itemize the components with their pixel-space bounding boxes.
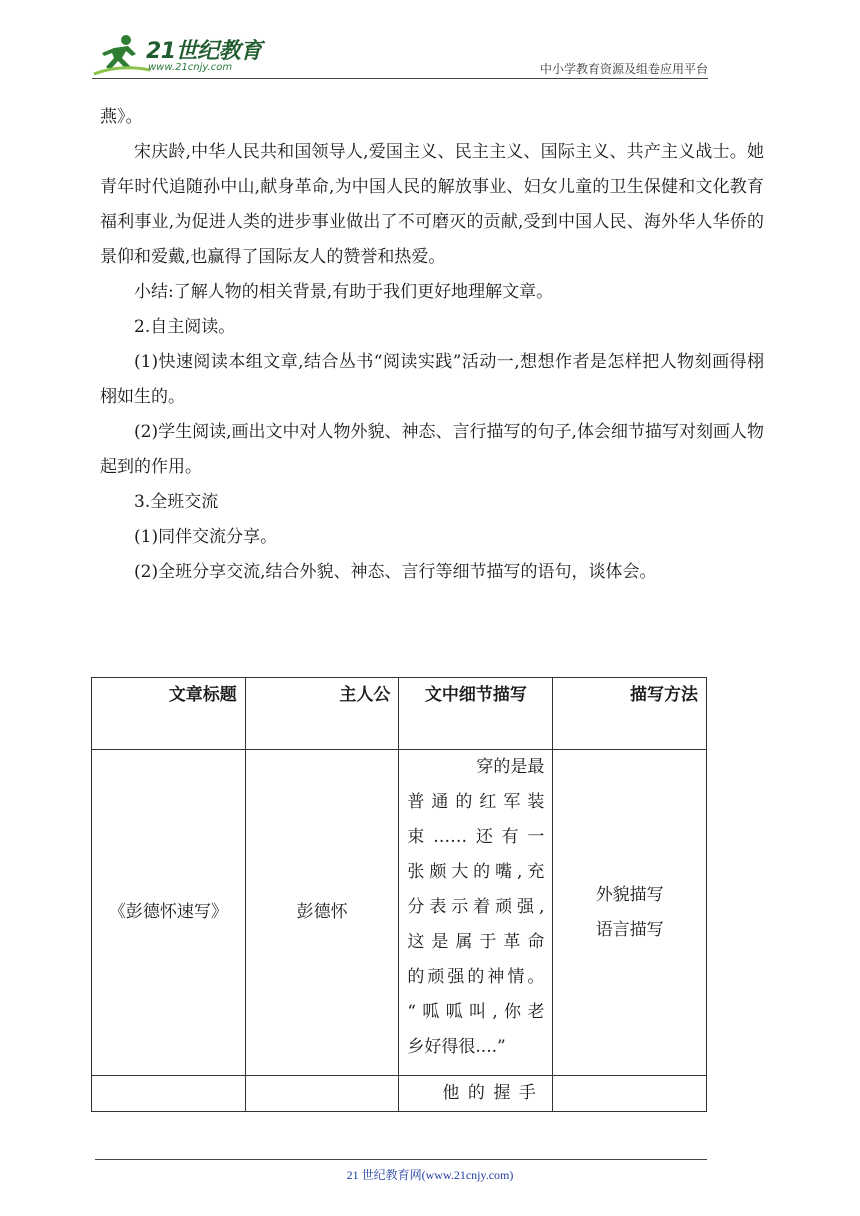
detail-cell <box>399 750 553 1076</box>
table-header-cell: 主人公 <box>245 678 399 750</box>
paragraph: 2.自主阅读。 <box>134 317 236 337</box>
paragraph: (1)快速阅读本组文章,结合丛书“阅读实践”活动一,想想作者是怎样把人物刻画得栩栩如生的。 <box>100 352 764 407</box>
footer-divider <box>95 1159 707 1160</box>
table-header-cell: 描写方法 <box>553 678 707 750</box>
detail-line: 这是属于革命 <box>407 932 545 952</box>
paragraph: 燕》。 <box>100 107 143 127</box>
article-title-cell: 《彭德怀速写》 <box>92 750 246 1076</box>
method-cell <box>553 1076 707 1112</box>
detail-line: 他的握手 <box>442 1083 545 1103</box>
detail-line: 分表示着顽强, <box>407 897 545 917</box>
header-divider <box>92 78 708 79</box>
protagonist-cell <box>245 1076 399 1112</box>
platform-title: 中小学教育资源及组卷应用平台 <box>539 62 708 76</box>
detail-cell <box>399 1076 553 1112</box>
detail-line: 张颇大的嘴,充 <box>407 862 545 882</box>
table-row <box>92 750 707 1076</box>
detail-line: 乡好得很....” <box>407 1037 506 1057</box>
logo <box>92 34 272 78</box>
runner-logo-icon <box>92 34 152 78</box>
detail-line: 束……还有一 <box>407 827 545 847</box>
detail-line: 穿的是最 <box>476 757 545 777</box>
table-header-cell: 文中细节描写 <box>399 678 553 750</box>
paragraph: 3.全班交流 <box>134 492 219 512</box>
page-header <box>92 30 708 80</box>
table-header-cell: 文章标题 <box>92 678 246 750</box>
table-row <box>92 1076 707 1112</box>
method-line: 语言描写 <box>595 919 664 940</box>
detail-table <box>91 677 707 1112</box>
paragraph: 宋庆龄,中华人民共和国领导人,爱国主义、民主主义、国际主义、共产主义战士。她青年时代追随孙中山,献身革命,为中国人民的解放事业、妇女儿童的卫生保健和文化教育福利事业,为促进人类的进步事业做出了不可磨灭的贡献,受到中国人民、海外华人华侨的景仰和爱戴,也赢得了国际友人的赞誉和热爱。 <box>100 142 764 267</box>
detail-line: 的顽强的神情。 <box>407 967 545 987</box>
logo-name: 21世纪教育 <box>146 39 262 64</box>
detail-line: “呱呱叫,你老 <box>407 1002 545 1022</box>
footer-text: 21 世纪教育网(www.21cnjy.com) <box>346 1168 514 1182</box>
paragraph: (1)同伴交流分享。 <box>134 527 278 547</box>
article-title-cell <box>92 1076 246 1112</box>
paragraph: (2)全班分享交流,结合外貌、神态、言行等细节描写的语句，谈体会。 <box>134 562 657 582</box>
table-header-row <box>92 678 707 750</box>
protagonist-cell: 彭德怀 <box>245 750 399 1076</box>
body-text <box>100 100 764 590</box>
logo-url: www.21cnjy.com <box>148 62 233 73</box>
method-line: 外貌描写 <box>595 884 664 905</box>
detail-line: 普通的红军装 <box>407 792 545 812</box>
paragraph: 小结:了解人物的相关背景,有助于我们更好地理解文章。 <box>134 282 554 302</box>
method-cell <box>553 750 707 1076</box>
paragraph: (2)学生阅读,画出文中对人物外貌、神态、言行描写的句子,体会细节描写对刻画人物起到的作用。 <box>100 422 764 477</box>
